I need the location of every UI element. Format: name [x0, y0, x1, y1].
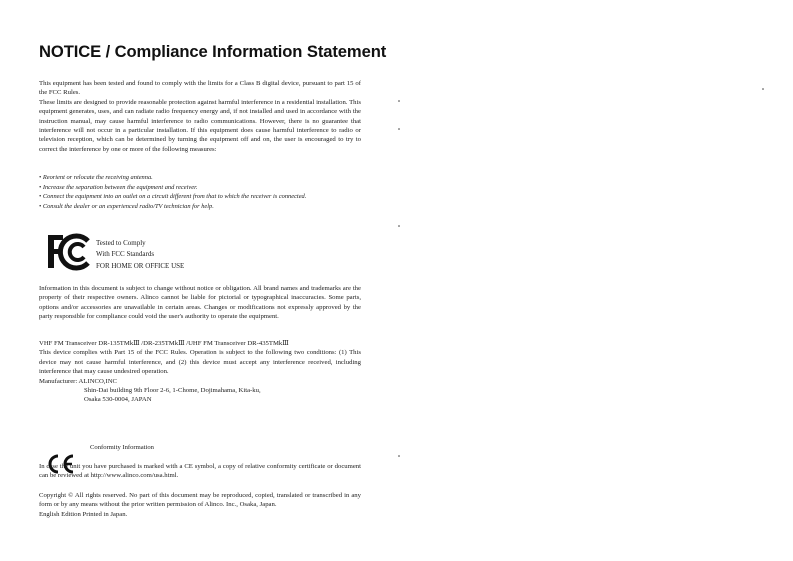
fcc-line: With FCC Standards: [96, 250, 155, 259]
scan-speck: [398, 455, 400, 457]
disclaimer: [39, 284, 361, 322]
fcc-line: FOR HOME OR OFFICE USE: [96, 261, 185, 270]
measure-item: • Connect the equipment into an outlet on a circuit different from that to which the receiver is connected.: [39, 193, 307, 201]
edition-text: English Edition Printed in Japan.: [39, 510, 128, 518]
scan-speck: [398, 225, 400, 227]
ce-heading: Conformity Information: [90, 444, 154, 451]
address-line: Shin-Dai building 9th Floor 2-6, 1-Chome, Dojimahama, Kita-ku,: [84, 387, 261, 395]
scan-speck: [762, 88, 764, 90]
device-models: VHF FM Transceiver DR-135TMkⅢ /DR-235TMkⅢ /UHF FM Transceiver DR-435TMkⅢ: [39, 340, 289, 347]
ce-text: In case the unit you have purchased is marked with a CE symbol, a copy of relative conformity certificate or document can be reviewed at http://www.alinco.com/usa.html.: [39, 463, 361, 480]
measure-item: • Reorient or relocate the receiving antenna.: [39, 174, 153, 181]
disclaimer-text: Information in this document is subject to change without notice or obligation. All brand names and trademarks are the property of their respective owners. Alinco cannot be liable for pictorial or typographical inaccuracies. Some parts, options and/or accessories are unavailable in certain areas. Changes or modifications not expressly approved by the party responsible for compliance could void the user's authority to operate the equipment.: [39, 285, 361, 321]
fcc-logo-icon: [46, 233, 92, 271]
intro-paragraph-1: This equipment has been tested and found to comply with the limits for a Class B digital device, pursuant to part 15 of the FCC Rules.: [39, 80, 361, 97]
ce-info: [39, 462, 361, 481]
scan-speck: [398, 100, 400, 102]
fcc-line: Tested to Comply: [96, 239, 146, 247]
fcc-intro: [39, 79, 361, 154]
interference-measures: [39, 173, 361, 211]
copyright-text: Copyright © All rights reserved. No part of this document may be reproduced, copied, translated or transcribed in any form or by any means without the prior written permission of Alinco. Inc., Osaka, Japan.: [39, 492, 361, 509]
address-line: Osaka 530-0004, JAPAN: [84, 396, 152, 404]
copyright: [39, 491, 361, 519]
measure-item: • Increase the separation between the equipment and receiver.: [39, 183, 198, 191]
measure-item: • Consult the dealer or an experienced radio/TV technician for help.: [39, 202, 214, 210]
manufacturer: Manufacturer: ALINCO,INC: [39, 377, 117, 385]
device-compliance: This device complies with Part 15 of the FCC Rules. Operation is subject to the following two conditions: (1) This device may not cause harmful interference, and (2) this device must accept any interference received, including interference that may cause undesired operation.: [39, 349, 361, 376]
device-info: [39, 339, 361, 405]
fcc-statement: [96, 238, 184, 272]
page-title: NOTICE / Compliance Information Statement: [39, 42, 387, 61]
scan-speck: [398, 128, 400, 130]
intro-paragraph-2: These limits are designed to provide reasonable protection against harmful interference in a residential installation. This equipment generates, uses, and can radiate radio frequency energy and, if not installed and used in accordance with the instruction manual, may cause harmful interference to radio communications. However, there is no guarantee that interference will not occur in a particular installation. If this equipment does cause harmful interference to radio or television reception, which can be determined by turning the equipment off and on, the user is encouraged to try to correct the interference by one or more of the following measures:: [39, 98, 361, 153]
